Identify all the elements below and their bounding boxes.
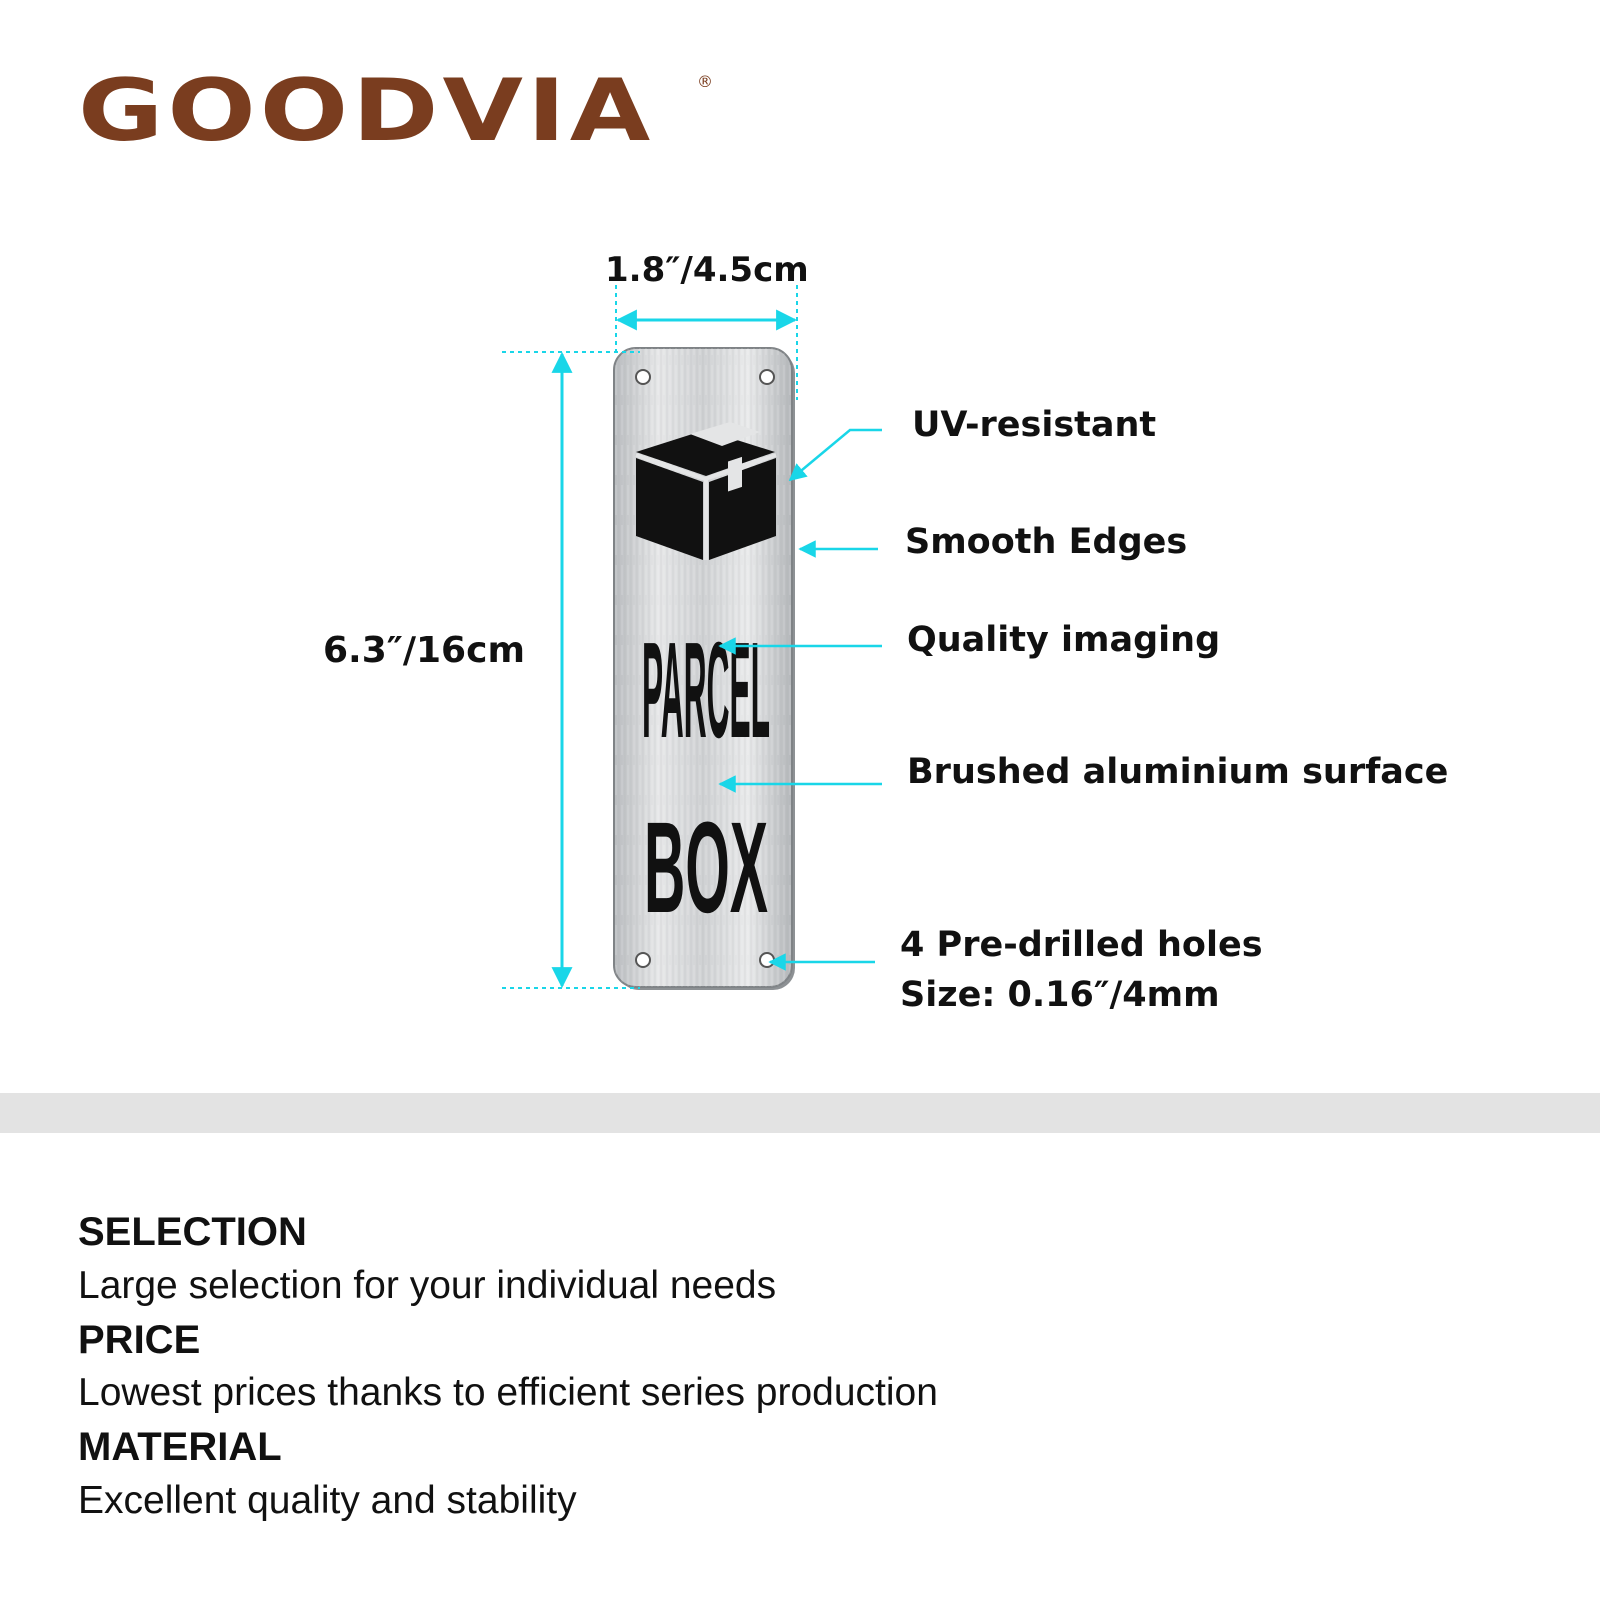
registered-mark: ® bbox=[697, 72, 713, 91]
height-label: 6.3″/16cm bbox=[323, 630, 525, 671]
callout-smooth-edges: Smooth Edges bbox=[905, 522, 1188, 562]
uv-leader-line bbox=[790, 430, 882, 480]
feature-text-selection: Large selection for your individual needs bbox=[78, 1264, 777, 1307]
feature-title-price: PRICE bbox=[78, 1318, 201, 1362]
aluminium-plate bbox=[614, 348, 795, 990]
feature-text-material: Excellent quality and stability bbox=[78, 1479, 577, 1522]
callout-pre-drilled-holes: 4 Pre-drilled holes bbox=[900, 925, 1263, 965]
callout-uv-resistant: UV-resistant bbox=[912, 405, 1157, 445]
callout-quality-imaging: Quality imaging bbox=[907, 620, 1221, 660]
feature-title-material: MATERIAL bbox=[78, 1425, 282, 1469]
plate-text-parcel: PARCEL bbox=[641, 612, 770, 767]
width-label: 1.8″/4.5cm bbox=[605, 250, 809, 290]
callout-brushed-surface: Brushed aluminium surface bbox=[907, 752, 1449, 792]
plate-text-box: BOX bbox=[644, 796, 769, 941]
brand-logo: GOODVIA bbox=[78, 60, 655, 161]
callout-hole-size: Size: 0.16″/4mm bbox=[900, 975, 1220, 1015]
feature-text-price: Lowest prices thanks to efficient series production bbox=[78, 1371, 938, 1414]
separator-band bbox=[0, 1093, 1600, 1133]
feature-title-selection: SELECTION bbox=[78, 1210, 307, 1254]
